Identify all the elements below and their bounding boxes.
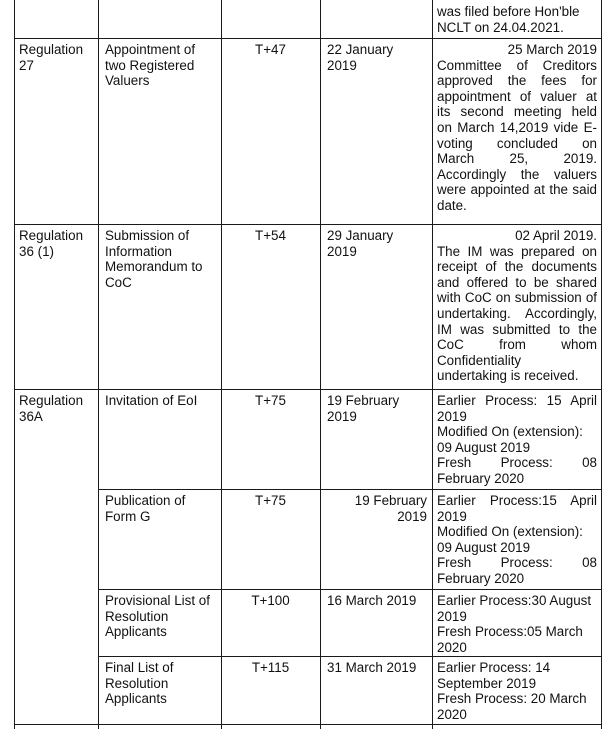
remarks-line: was filed before Hon'ble <box>437 4 580 19</box>
remarks-line: voting concluded on <box>437 135 597 151</box>
remarks-line: approved the fees for <box>437 73 597 89</box>
remarks-cell <box>437 660 597 722</box>
date-cell <box>327 42 427 73</box>
table-border <box>601 0 602 729</box>
regulation-line: Regulation <box>19 42 84 57</box>
activity-cell <box>105 228 217 290</box>
date-line: 2019 <box>327 57 357 73</box>
remarks-line: Earlier Process: 14 <box>437 660 551 675</box>
timeline-cell: T+47 <box>255 42 286 57</box>
date-line: 2019 <box>397 508 427 524</box>
table-border <box>14 724 602 725</box>
activity-line: Submission of <box>105 228 190 243</box>
remarks-line: its second meeting held <box>437 104 597 120</box>
remarks-line: Earlier Process:15 April <box>437 493 597 508</box>
remarks-line: 2019 <box>437 508 467 524</box>
activity-line: Valuers <box>105 73 150 89</box>
remarks-line: February 2020 <box>437 470 525 486</box>
table-border <box>98 489 602 490</box>
regulation-line: Regulation <box>19 393 84 408</box>
remarks-line: Committee of Creditors <box>437 57 597 73</box>
date-line: 22 January <box>327 42 394 57</box>
remarks-line: were appointed at the said <box>437 182 597 198</box>
activity-line: Memorandum to <box>105 259 203 275</box>
table-border <box>14 0 15 729</box>
remarks-line: date. <box>437 197 467 213</box>
remarks-line: and offered to be shared <box>437 274 597 290</box>
activity-line: Information <box>105 243 172 259</box>
table-border <box>14 38 602 39</box>
remarks-date: 02 April 2019. <box>515 228 597 243</box>
remarks-line: Fresh Process: 08 <box>437 555 597 571</box>
remarks-line: 09 August 2019 <box>437 439 531 455</box>
remarks-line: March 25, 2019. <box>437 151 597 167</box>
activity-line: CoC <box>105 274 132 290</box>
regulation-line: 27 <box>19 57 34 73</box>
date-line: 16 March 2019 <box>327 593 417 608</box>
table-border <box>320 0 321 729</box>
remarks-line: undertaking is received. <box>437 368 579 384</box>
timeline-cell: T+54 <box>255 228 286 243</box>
activity-line: Resolution <box>105 675 169 691</box>
remarks-line: Fresh Process: 20 March <box>437 691 587 707</box>
remarks-line: 2020 <box>437 706 467 722</box>
activity-line: Form G <box>105 508 151 524</box>
remarks-date: 25 March 2019 <box>507 42 597 57</box>
remarks-line: Earlier Process:30 August <box>437 593 592 608</box>
regulation-cell <box>19 42 95 73</box>
date-line: 29 January <box>327 228 394 243</box>
activity-cell <box>105 493 217 524</box>
remarks-cell <box>437 4 595 35</box>
remarks-line: The IM was prepared on <box>437 243 597 259</box>
date-line: 2019 <box>327 243 357 259</box>
remarks-line: 2019 <box>437 608 467 624</box>
date-line: 2019 <box>327 408 357 424</box>
remarks-line: appointment of valuer at <box>437 88 597 104</box>
remarks-line: IM was submitted to the <box>437 321 597 337</box>
activity-cell <box>105 660 217 707</box>
remarks-line: Fresh Process: 08 <box>437 455 597 471</box>
activity-line: Invitation of EoI <box>105 393 198 408</box>
table-border <box>221 0 222 729</box>
date-cell <box>327 660 431 676</box>
remarks-cell <box>437 393 597 487</box>
regulation-cell <box>19 228 95 259</box>
activity-line: Appointment of <box>105 42 196 57</box>
remarks-line: Confidentiality <box>437 352 522 368</box>
table-border <box>98 589 602 590</box>
activity-line: Provisional List of <box>105 593 210 608</box>
date-line: 19 February <box>354 493 427 508</box>
date-cell <box>327 593 431 609</box>
remarks-line: February 2020 <box>437 570 525 586</box>
activity-line: Applicants <box>105 691 167 707</box>
remarks-line: 2019 <box>437 408 467 424</box>
remarks-line: Modified On (extension): <box>437 524 583 540</box>
activity-line: Final List of <box>105 660 174 675</box>
activity-cell <box>105 42 217 89</box>
table-border <box>14 389 602 390</box>
activity-cell <box>105 593 219 640</box>
remarks-line: receipt of the documents <box>437 259 597 275</box>
date-cell <box>322 493 427 524</box>
table-border <box>432 0 433 729</box>
remarks-cell <box>437 493 597 587</box>
remarks-line: NCLT on 24.04.2021. <box>437 19 564 35</box>
remarks-cell <box>437 228 597 384</box>
activity-line: Applicants <box>105 624 167 640</box>
date-line: 19 February <box>327 393 400 408</box>
remarks-line: 2020 <box>437 639 467 655</box>
remarks-line: Fresh Process:05 March <box>437 624 583 640</box>
remarks-line: with CoC on submission of <box>437 290 597 306</box>
remarks-line: CoC from whom <box>437 337 597 353</box>
activity-cell <box>105 393 217 409</box>
remarks-line: undertaking. Accordingly, <box>437 305 597 321</box>
remarks-line: Modified On (extension): <box>437 424 583 440</box>
timeline-cell: T+100 <box>251 593 290 608</box>
remarks-line: on March 14,2019 vide E- <box>437 119 597 135</box>
activity-line: Resolution <box>105 608 169 624</box>
regulation-line: 36 (1) <box>19 243 54 259</box>
date-cell <box>327 228 427 259</box>
timeline-cell: T+75 <box>255 393 286 408</box>
table-border <box>98 656 602 657</box>
regulation-line: Regulation <box>19 228 84 243</box>
remarks-line: 09 August 2019 <box>437 539 531 555</box>
regulation-cell <box>19 393 95 424</box>
activity-line: Publication of <box>105 493 186 508</box>
timeline-cell: T+115 <box>251 660 290 675</box>
table-border <box>98 0 99 729</box>
remarks-line: Accordingly the valuers <box>437 166 597 182</box>
regulation-line: 36A <box>19 408 43 424</box>
table-border <box>14 224 602 225</box>
remarks-line: September 2019 <box>437 675 537 691</box>
activity-line: two Registered <box>105 57 195 73</box>
date-cell <box>327 393 427 424</box>
remarks-line: Earlier Process: 15 April <box>437 393 597 408</box>
date-line: 31 March 2019 <box>327 660 417 675</box>
timeline-cell: T+75 <box>255 493 286 508</box>
remarks-cell <box>437 593 597 655</box>
remarks-cell <box>437 42 597 214</box>
